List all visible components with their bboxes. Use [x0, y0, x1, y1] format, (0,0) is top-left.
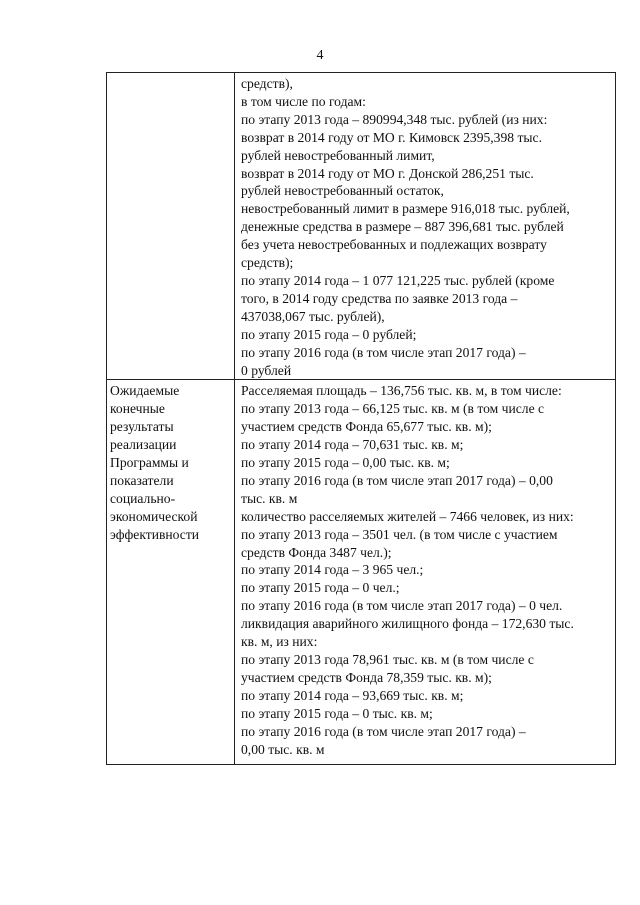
table-row [107, 73, 616, 380]
row-content-text [235, 73, 615, 379]
text-line: показатели [110, 472, 174, 488]
text-line: участием средств Фонда 78,359 тыс. кв. м); [241, 669, 492, 685]
text-line: по этапу 2016 года (в том числе этап 2017 года) – 0,00 [241, 472, 553, 488]
text-line: по этапу 2015 года – 0 чел.; [241, 580, 400, 596]
text-line: 437038,067 тыс. рублей), [241, 308, 385, 324]
text-line: социально- [110, 490, 176, 506]
text-line: конечные [110, 401, 165, 417]
text-line: Ожидаемые [110, 383, 180, 399]
text-line: количество расселяемых жителей – 7466 человек, из них: [241, 508, 574, 524]
text-line: того, в 2014 году средства по заявке 2013 года – [241, 290, 518, 306]
table-row [107, 380, 616, 765]
text-line: по этапу 2016 года (в том числе этап 2017 года) – [241, 344, 526, 360]
text-line: средств); [241, 255, 294, 271]
text-line: тыс. кв. м [241, 490, 298, 506]
text-line: рублей невостребованный лимит, [241, 147, 435, 163]
text-line: возврат в 2014 году от МО г. Донской 286,251 тыс. [241, 165, 534, 181]
text-line: по этапу 2013 года – 3501 чел. (в том числе с участием [241, 526, 558, 542]
text-line: 0 рублей [241, 362, 292, 378]
text-line: в том числе по годам: [241, 93, 366, 109]
text-line: возврат в 2014 году от МО г. Кимовск 2395,398 тыс. [241, 129, 542, 145]
row-label-cell [107, 380, 235, 765]
row-label-text [107, 380, 234, 543]
text-line: экономической [110, 508, 198, 524]
text-line: по этапу 2016 года (в том числе этап 2017 года) – [241, 723, 526, 739]
text-line: по этапу 2015 года – 0,00 тыс. кв. м; [241, 455, 450, 471]
page-number: 4 [316, 48, 324, 63]
text-line: по этапу 2013 года 78,961 тыс. кв. м (в том числе с [241, 652, 534, 667]
text-line: участием средств Фонда 65,677 тыс. кв. м); [241, 419, 492, 435]
text-line: по этапу 2015 года – 0 тыс. кв. м; [241, 705, 433, 721]
text-line: без учета невостребованных и подлежащих возврату [241, 237, 547, 253]
text-line: реализации [110, 437, 177, 453]
text-line: по этапу 2014 года – 93,669 тыс. кв. м; [241, 687, 464, 703]
row-label-cell [107, 73, 235, 380]
text-line: Расселяемая площадь – 136,756 тыс. кв. м, в том числе: [241, 383, 562, 399]
text-line: рублей невостребованный остаток, [241, 183, 444, 199]
text-line: средств), [241, 76, 293, 91]
text-line: Программы и [110, 455, 189, 471]
text-line: результаты [110, 419, 174, 435]
text-line: ликвидация аварийного жилищного фонда – 172,630 тыс. [241, 616, 574, 632]
row-content-cell [235, 73, 616, 380]
text-line: по этапу 2014 года – 70,631 тыс. кв. м; [241, 437, 464, 453]
text-line: кв. м, из них: [241, 634, 318, 650]
row-label-text [107, 73, 234, 75]
text-line: по этапу 2016 года (в том числе этап 2017 года) – 0 чел. [241, 598, 563, 614]
text-line: по этапу 2013 года – 890994,348 тыс. рублей (из них: [241, 111, 548, 127]
text-line: по этапу 2014 года – 3 965 чел.; [241, 562, 424, 578]
row-content-text [235, 380, 615, 758]
text-line: 0,00 тыс. кв. м [241, 741, 325, 757]
text-line: по этапу 2015 года – 0 рублей; [241, 326, 417, 342]
text-line: денежные средства в размере – 887 396,681 тыс. рублей [241, 219, 564, 235]
text-line: средств Фонда 3487 чел.); [241, 544, 392, 560]
text-line: по этапу 2013 года – 66,125 тыс. кв. м (в том числе с [241, 401, 545, 417]
row-content-cell [235, 380, 616, 765]
program-passport-table [106, 72, 616, 765]
text-line: эффективности [110, 526, 200, 542]
text-line: по этапу 2014 года – 1 077 121,225 тыс. рублей (кроме [241, 272, 555, 288]
text-line: невостребованный лимит в размере 916,018 тыс. рублей, [241, 201, 570, 217]
